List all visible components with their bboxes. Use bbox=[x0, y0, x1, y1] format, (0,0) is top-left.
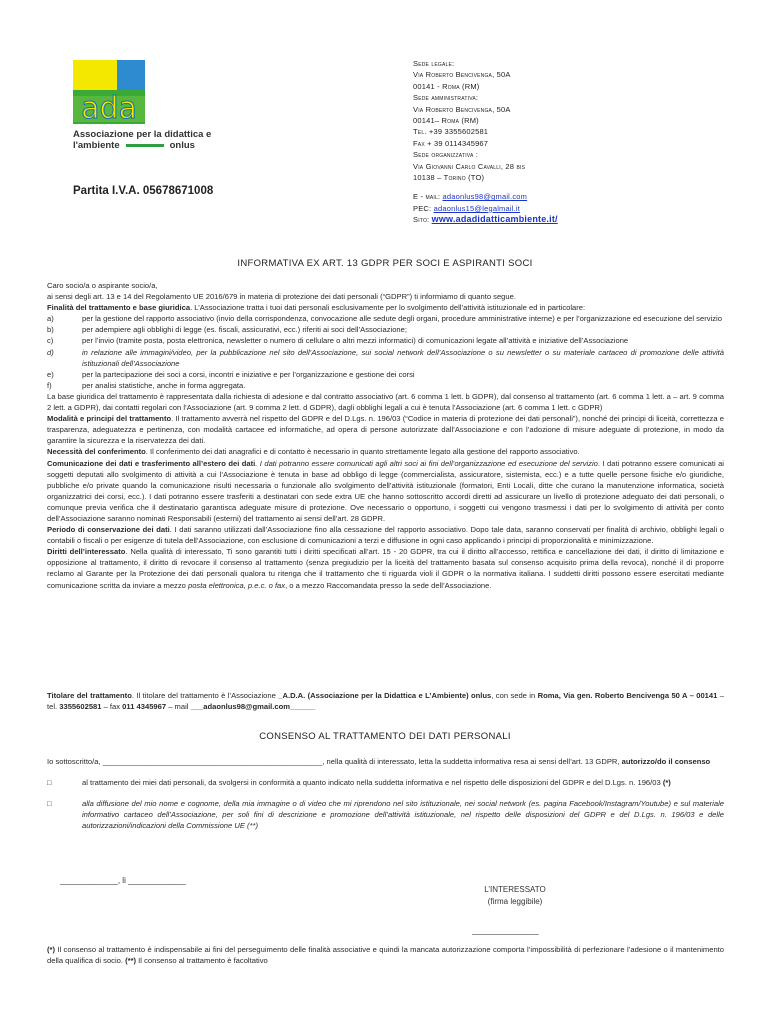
checkbox-2[interactable]: □ bbox=[47, 799, 52, 809]
email-link[interactable]: adaonlus98@gmail.com bbox=[442, 192, 528, 202]
consenso-intro-text: Io sottoscritto/a, ____________________________________________________, nella qualità di interessato, letta la suddetta informativa resa ai sensi dell’art. 13 GDPR, bbox=[47, 757, 622, 766]
list-text: in relazione alle immagini/video, per la pubblicazione nel sito dell’Associazione, sui social network dell’Associazione o su newsletter o su materiale cartaceo di promozione delle attività istituzionali dell’Associazione bbox=[82, 347, 724, 368]
modalita-label: Modalità e principi del trattamento bbox=[47, 414, 172, 424]
list-marker: e) bbox=[47, 369, 54, 379]
titolare-paragraph bbox=[47, 690, 724, 712]
titolare-text4: – fax bbox=[101, 702, 123, 712]
list-item bbox=[47, 324, 724, 335]
contact-block bbox=[413, 58, 753, 226]
spacer bbox=[47, 767, 724, 777]
consent-item-1-text bbox=[82, 777, 724, 788]
footnote-2-marker: (**) bbox=[125, 956, 137, 966]
sede-amministrativa-label: Sede amministrativa: bbox=[413, 93, 479, 103]
list-item bbox=[47, 380, 724, 391]
site-row bbox=[413, 214, 753, 225]
site-link[interactable]: www.adadidatticambiente.it/ bbox=[431, 214, 558, 225]
footnotes bbox=[47, 944, 724, 966]
modalita-paragraph bbox=[47, 413, 724, 446]
fax: Fax + 39 0114345967 bbox=[413, 138, 489, 148]
comunicazione-text: . I dati potranno essere comunicati ai soggetti deputati allo svolgimento di attività a cui l’Associazione è tenuta in base ad obbligo di legge (commercialista, assicuratore, sistemista, ecc.) e a tutte quelle persone fisiche e/o giuridiche, pubbliche e/o private quando la comunicazione risulti necessaria o funzionale allo svolgimento dell’attività istituzionale (formatori, Enti Locali, ditte che curano la manutenzione informatica, società organizzatrici dei corsi, ecc.). I dati potranno essere trasferiti a destinatari con sede extra UE che hanno sottoscritto accordi diretti ad assicurare un livello di protezione adeguato dei dati personali, o comunque previa verifica che il destinatario garantisca adeguate misure di protezione. Ove necessario o opportuno, i soggetti cui vengono trasmessi i dati per lo svolgimento di attività per conto dell’Associazione saranno nominati Responsabili (esterni) del trattamento ai sensi dell’art. 28 GDPR. bbox=[47, 458, 724, 523]
footnote-2-text: Il consenso al trattamento è facoltativo bbox=[136, 956, 268, 966]
list-marker: d) bbox=[47, 347, 54, 357]
list-marker: c) bbox=[47, 336, 54, 346]
email-label: E - mail: bbox=[413, 192, 441, 202]
list-text: per analisi statistiche, anche in forma aggregata. bbox=[82, 380, 246, 390]
comunicazione-italic: . I dati potranno essere comunicati agli altri soci ai fini dell’organizzazione ed esecuzione del servizio bbox=[255, 458, 598, 468]
signature-block bbox=[460, 884, 570, 908]
necessita-paragraph bbox=[47, 446, 724, 457]
logo-subtitle-line2 bbox=[73, 140, 211, 151]
footnote-paragraph bbox=[47, 944, 724, 966]
list-item bbox=[47, 335, 724, 346]
list-marker: f) bbox=[47, 380, 52, 390]
list-item bbox=[47, 313, 724, 324]
signature-field[interactable]: _______________ bbox=[472, 926, 539, 935]
informativa-title: INFORMATIVA EX ART. 13 GDPR PER SOCI E ASPIRANTI SOCI bbox=[237, 258, 533, 269]
consenso-title: CONSENSO AL TRATTAMENTO DEI DATI PERSONALI bbox=[259, 731, 511, 742]
consent-item-1 bbox=[47, 777, 724, 788]
titolare-text2: , con sede in bbox=[491, 691, 538, 700]
email-row bbox=[413, 191, 753, 202]
necessita-label: Necessità del conferimento bbox=[47, 447, 146, 457]
intro: ai sensi degli art. 13 e 14 del Regolamento UE 2016/679 in materia di protezione dei dati personali (“GDPR”) ti informiamo di quanto segue. bbox=[47, 292, 516, 302]
diritti-text1: . Nella qualità di interessato, Ti sono garantiti tutti i diritti specificati all’art. 15 - 20 GDPR, tra cui il diritto all’accesso, rettifica e cancellazione dei dati, il diritto di limitazione e opposizione al trattamento, il diritto di revocare il consenso al trattamento (senza pregiudizio per la liceità del trattamento basata sul consenso acquisito prima della revoca), nonché il di proporre reclamo al Garante per la Protezione dei dati personali qualora tu ritenga che il trattamento che ti riguarda violi il GDPR o la normativa italiana. I suddetti diritti possono essere esercitati mediante comunicazione scritta da inviare a mezzo bbox=[47, 547, 724, 590]
place-date-field[interactable]: _____________, li _____________ bbox=[60, 876, 186, 885]
greeting: Caro socio/a o aspirante socio/a, bbox=[47, 281, 158, 290]
sede-organizzativa-address1: Via Giovanni Carlo Cavalli, 28 bis bbox=[413, 161, 526, 171]
titolare-mail: ___adaonlus98@gmail.com______ bbox=[190, 702, 316, 712]
diritti-label: Diritti dell’interessato bbox=[47, 547, 126, 557]
titolare-name: _A.D.A. (Associazione per la Didattica e L’Ambiente) onlus bbox=[278, 691, 492, 700]
list-text: per adempiere agli obblighi di legge (es. fiscali, assicurativi, ecc.) riferiti ai soci dell’Associazione; bbox=[82, 325, 407, 335]
list-text: per l’invio (tramite posta, posta elettronica, newsletter o numero di cellulare o altri mezzi informatici) di comunicazioni legate all’attività e iniziative dell’Associazione bbox=[82, 336, 629, 346]
list-marker: a) bbox=[47, 314, 54, 324]
logo-subtitle-onlus: onlus bbox=[169, 140, 195, 151]
partita-iva: Partita I.V.A. 05678671008 bbox=[73, 185, 214, 197]
list-text: per la gestione del rapporto associativo (invio della corrispondenza, convocazione alle sedute degli organi, procedure amministrative interne) e per l’organizzazione ed esecuzione del servizio bbox=[82, 314, 722, 324]
titolare-block bbox=[47, 690, 724, 712]
diritti-text2: , o a mezzo Raccomandata presso la sede dell’Associazione. bbox=[285, 580, 492, 590]
sede-legale-address1: Via Roberto Bencivenga, 50A bbox=[413, 70, 511, 80]
diritti-italic: posta elettronica, p.e.c. o fax bbox=[187, 580, 286, 590]
logo-subtitle-line1: Associazione per la didattica e bbox=[73, 129, 212, 140]
logo-subtitle bbox=[73, 129, 211, 151]
consent-item-1-body: al trattamento dei miei dati personali, da svolgersi in conformità a quanto indicato nella suddetta informativa e nel rispetto delle disposizioni del GDPR e del D.Lgs. n. 196/03 bbox=[82, 778, 663, 788]
consenso-intro bbox=[47, 756, 724, 767]
titolare-fax: 011 4345967 bbox=[122, 702, 167, 712]
checkbox-1[interactable]: □ bbox=[47, 778, 52, 788]
sede-amministrativa-address1: Via Roberto Bencivenga, 50A bbox=[413, 104, 511, 114]
list-item bbox=[47, 369, 724, 380]
necessita-text: . Il conferimento dei dati anagrafici e di contatto è necessario in quanto strettamente legato alla gestione del rapporto associativo. bbox=[145, 447, 580, 457]
list-marker: b) bbox=[47, 325, 54, 335]
comunicazione-label: Comunicazione dei dati e trasferimento all’estero dei dati bbox=[47, 458, 256, 468]
periodo-paragraph bbox=[47, 524, 724, 546]
titolare-label: Titolare del trattamento bbox=[47, 691, 132, 700]
titolare-address: Roma, Via gen. Roberto Bencivenga 50 A – 00141 bbox=[537, 691, 718, 700]
informativa-body bbox=[47, 280, 724, 591]
base-giuridica: La base giuridica del trattamento è rappresentata dalla richiesta di adesione e dal contratto associativo (art. 6 comma 1 lett. b GDPR), dal consenso al trattamento (art. 6 comma 1 lett. a – art. 9 comma 2 lett. a GDPR), dai contatti regolari con l’Associazione (art. 9 comma 2 lett. d GDPR), dagli obblighi legali a cui è tenuta l’Associazione (art. 6 comma 1 lett. c GDPR) bbox=[47, 391, 724, 413]
footnote-1-text: Il consenso al trattamento è indispensabile ai fini del perseguimento delle finalità associative e quindi la mancata autorizzazione comporta l’impossibilità di perfezionare l’adesione o il mantenimento della qualifica di socio. bbox=[47, 945, 724, 966]
sede-amministrativa-address2: 00141– Roma (RM) bbox=[413, 116, 479, 126]
footnote-1-marker: (*) bbox=[47, 945, 56, 954]
firma-label: (firma leggibile) bbox=[487, 897, 543, 906]
finalita-list bbox=[47, 313, 724, 391]
diritti-paragraph bbox=[47, 546, 724, 590]
ada-logo bbox=[73, 60, 145, 124]
interessato-label: L’INTERESSATO bbox=[484, 885, 546, 894]
periodo-text: . I dati saranno utilizzati dall’Associazione fino alla cessazione del rapporto associativo. Dopo tale data, saranno conservati per finalità di archivio, obblighi legali o contabili o fiscali o per esigenze di tutela dell’Associazione, con esclusione di comunicazioni a terzi e diffusione in ogni caso applicando i principi di proporzionalità e minimizzazione. bbox=[47, 525, 725, 546]
consent-item-2 bbox=[47, 798, 724, 831]
list-text: per la partecipazione dei soci a corsi, incontri e iniziative e per l’organizzazione e gestione dei corsi bbox=[82, 369, 415, 379]
pec-label: PEC: bbox=[413, 203, 432, 213]
logo-text: ada bbox=[81, 91, 137, 124]
consent-item-2-text: alla diffusione del mio nome e cognome, della mia immagine o di video che mi riprendono nel sito istituzionale, nei social network (es. pagina Facebook/Instagram/Youtube) e sul materiale informativo cartaceo dell’Associazione, per soli fini di descrizione e promozione dell’attività istituzionale, nel rispetto delle disposizioni del GDPR e del D.Lgs. n. 196/03 e delle autorizzazioni/indicazioni della Commissione UE (**) bbox=[82, 799, 724, 831]
finalita-paragraph bbox=[47, 302, 724, 313]
pec-link[interactable]: adaonlus15@legalmail.it bbox=[433, 203, 521, 213]
spacer bbox=[47, 788, 724, 798]
list-item bbox=[47, 347, 724, 369]
telephone: Tel. +39 3355602581 bbox=[413, 127, 489, 137]
titolare-text1: . Il titolare del trattamento è l’Associazione bbox=[131, 691, 279, 700]
sede-organizzativa-address2: 10138 – Torino (TO) bbox=[413, 173, 485, 183]
sede-legale-label: Sede legale: bbox=[413, 59, 455, 68]
contact-spacer bbox=[413, 183, 753, 191]
sede-organizzativa-label: Sede organizzativa : bbox=[413, 150, 479, 160]
finalita-label: Finalità del trattamento e base giuridica bbox=[47, 303, 191, 313]
site-label: Sito: bbox=[413, 215, 430, 225]
modalita-text: . Il trattamento avverrà nel rispetto del GDPR e del D.Lgs. n. 196/03 (“Codice in materia di protezione dei dati personali”), nonché dei principi di liceità, correttezza e trasparenza, adeguatezza e pertinenza, con modalità cartacee ed informatiche, ad opera di persone autorizzate dall’Associazione e con l’adozione di misure adeguate di protezione, in modo da garantire la sicurezza e la riservatezza dei dati. bbox=[47, 414, 725, 446]
finalita-text: . L’Associazione tratta i tuoi dati personali esclusivamente per lo svolgimento dell’attività istituzionale ed in particolare: bbox=[190, 303, 586, 313]
pec-row bbox=[413, 203, 753, 214]
comunicazione-paragraph bbox=[47, 458, 724, 525]
sede-legale-address2: 00141 - Roma (RM) bbox=[413, 81, 480, 91]
periodo-label: Periodo di conservazione dei dati bbox=[47, 525, 170, 535]
consenso-intro-bold: autorizzo/do il consenso bbox=[621, 757, 711, 766]
consenso-body bbox=[47, 756, 724, 831]
logo-green-bar bbox=[126, 144, 164, 147]
titolare-tel: 3355602581 bbox=[59, 702, 102, 712]
titolare-text3: – tel. bbox=[47, 691, 724, 712]
logo-subtitle-ambiente: l'ambiente bbox=[73, 140, 120, 151]
titolare-text5: – mail bbox=[166, 702, 191, 712]
consent-item-1-note: (*) bbox=[662, 778, 671, 788]
